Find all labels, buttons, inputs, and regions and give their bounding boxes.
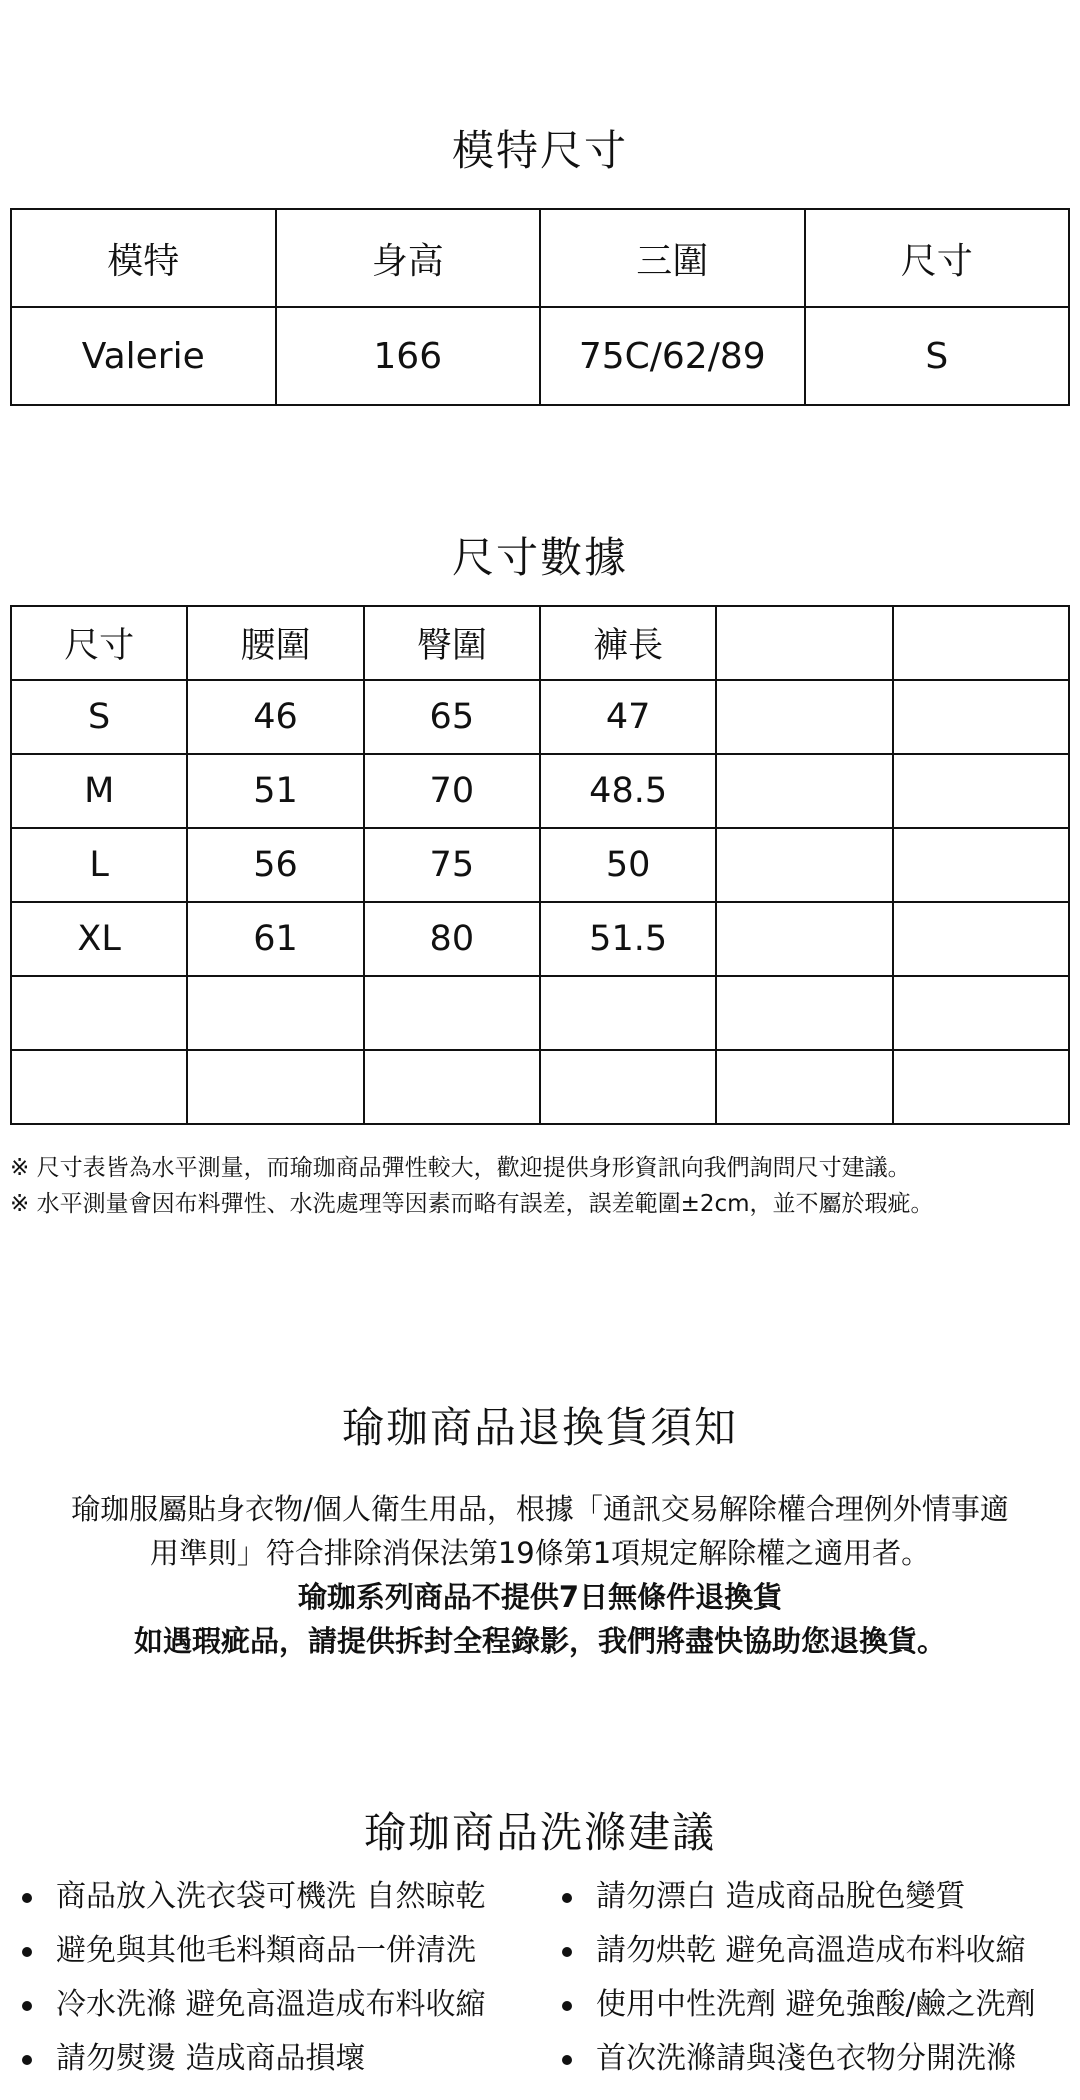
table-row — [11, 828, 1069, 902]
header-cell: 三圍 — [540, 209, 805, 307]
table-cell — [716, 902, 892, 976]
list-item — [554, 2032, 1036, 2086]
table-cell: 51 — [187, 754, 363, 828]
table-cell: 56 — [187, 828, 363, 902]
list-item — [14, 1978, 486, 2032]
return-policy-title: 瑜珈商品退換貨須知 — [341, 1403, 738, 1452]
table-cell — [364, 1050, 540, 1124]
policy-bold-line: 如遇瑕疵品，請提供拆封全程錄影，我們將盡快協助您退換貨。 — [133, 1624, 946, 1658]
header-cell: 模特 — [11, 209, 276, 307]
bullet-icon — [22, 1947, 32, 1957]
table-cell: 75 — [364, 828, 540, 902]
bullet-icon — [22, 2001, 32, 2011]
model-size-table — [10, 208, 1070, 406]
header-cell — [716, 606, 892, 680]
table-cell: 47 — [540, 680, 716, 754]
table-row — [11, 902, 1069, 976]
table-row — [11, 680, 1069, 754]
table-cell: 70 — [364, 754, 540, 828]
note-line: ※ 水平測量會因布料彈性、水洗處理等因素而略有誤差，誤差範圍±2cm，並不屬於瑕疵。 — [10, 1191, 934, 1217]
bullet-icon — [22, 2055, 32, 2065]
table-cell — [893, 902, 1069, 976]
header-cell: 身高 — [276, 209, 541, 307]
bullet-icon — [562, 1893, 572, 1903]
table-header-row — [11, 209, 1069, 307]
table-cell — [716, 976, 892, 1050]
model-size-title: 模特尺寸 — [451, 126, 628, 175]
header-cell: 腰圍 — [187, 606, 363, 680]
size-data-title: 尺寸數據 — [451, 533, 628, 582]
header-cell: 尺寸 — [11, 606, 187, 680]
table-cell: S — [805, 307, 1070, 405]
table-cell — [893, 976, 1069, 1050]
table-cell — [540, 1050, 716, 1124]
table-cell — [187, 976, 363, 1050]
table-row — [11, 307, 1069, 405]
table-row — [11, 1050, 1069, 1124]
size-notes — [10, 1150, 1075, 1222]
table-cell — [540, 976, 716, 1050]
table-cell: 50 — [540, 828, 716, 902]
policy-bold-line: 瑜珈系列商品不提供7日無條件退換貨 — [297, 1580, 783, 1614]
table-header-row — [11, 606, 1069, 680]
table-cell: L — [11, 828, 187, 902]
list-item — [14, 1870, 486, 1924]
header-cell: 尺寸 — [805, 209, 1070, 307]
bullet-icon — [22, 1893, 32, 1903]
return-policy-body — [0, 1487, 1080, 1663]
list-item — [14, 1924, 486, 1978]
note-line: ※ 尺寸表皆為水平測量，而瑜珈商品彈性較大，歡迎提供身形資訊向我們詢問尺寸建議。 — [10, 1155, 911, 1181]
table-cell — [364, 976, 540, 1050]
table-cell — [893, 828, 1069, 902]
size-data-table — [10, 605, 1070, 1125]
care-text: 請勿烘乾 避免高溫造成布料收縮 — [596, 1933, 1026, 1968]
table-cell: M — [11, 754, 187, 828]
table-cell — [187, 1050, 363, 1124]
header-cell: 褲長 — [540, 606, 716, 680]
table-cell — [11, 1050, 187, 1124]
table-cell: 46 — [187, 680, 363, 754]
list-item — [14, 2032, 486, 2086]
care-text: 冷水洗滌 避免高溫造成布料收縮 — [56, 1987, 486, 2022]
table-cell: 51.5 — [540, 902, 716, 976]
table-cell: 61 — [187, 902, 363, 976]
table-cell: 166 — [276, 307, 541, 405]
care-text: 使用中性洗劑 避免強酸/鹼之洗劑 — [596, 1987, 1036, 2022]
table-cell — [893, 680, 1069, 754]
table-row — [11, 976, 1069, 1050]
header-cell — [893, 606, 1069, 680]
table-cell — [893, 754, 1069, 828]
care-text: 商品放入洗衣袋可機洗 自然晾乾 — [56, 1879, 486, 1914]
list-item — [554, 1924, 1036, 1978]
table-cell — [716, 828, 892, 902]
table-cell — [716, 1050, 892, 1124]
table-cell: 48.5 — [540, 754, 716, 828]
list-item — [554, 1870, 1036, 1924]
header-cell: 臀圍 — [364, 606, 540, 680]
table-cell: Valerie — [11, 307, 276, 405]
care-text: 請勿漂白 造成商品脫色變質 — [596, 1879, 966, 1914]
policy-line: 瑜珈服屬貼身衣物/個人衛生用品，根據「通訊交易解除權合理例外情事適 — [71, 1492, 1009, 1526]
table-cell: 75C/62/89 — [540, 307, 805, 405]
table-cell — [11, 976, 187, 1050]
care-list-left — [14, 1870, 486, 2086]
policy-line: 用準則」符合排除消保法第19條第1項規定解除權之適用者。 — [149, 1536, 931, 1570]
list-item — [554, 1978, 1036, 2032]
table-cell: S — [11, 680, 187, 754]
bullet-icon — [562, 2001, 572, 2011]
care-text: 避免與其他毛料類商品一併清洗 — [56, 1933, 476, 1968]
care-list-right — [554, 1870, 1036, 2086]
table-cell — [716, 680, 892, 754]
care-text: 首次洗滌請與淺色衣物分開洗滌 — [596, 2041, 1016, 2076]
care-title: 瑜珈商品洗滌建議 — [363, 1808, 716, 1857]
table-row — [11, 754, 1069, 828]
table-cell: 65 — [364, 680, 540, 754]
bullet-icon — [562, 1947, 572, 1957]
table-cell: XL — [11, 902, 187, 976]
care-text: 請勿熨燙 造成商品損壞 — [56, 2041, 366, 2076]
bullet-icon — [562, 2055, 572, 2065]
table-cell — [716, 754, 892, 828]
table-cell: 80 — [364, 902, 540, 976]
table-cell — [893, 1050, 1069, 1124]
